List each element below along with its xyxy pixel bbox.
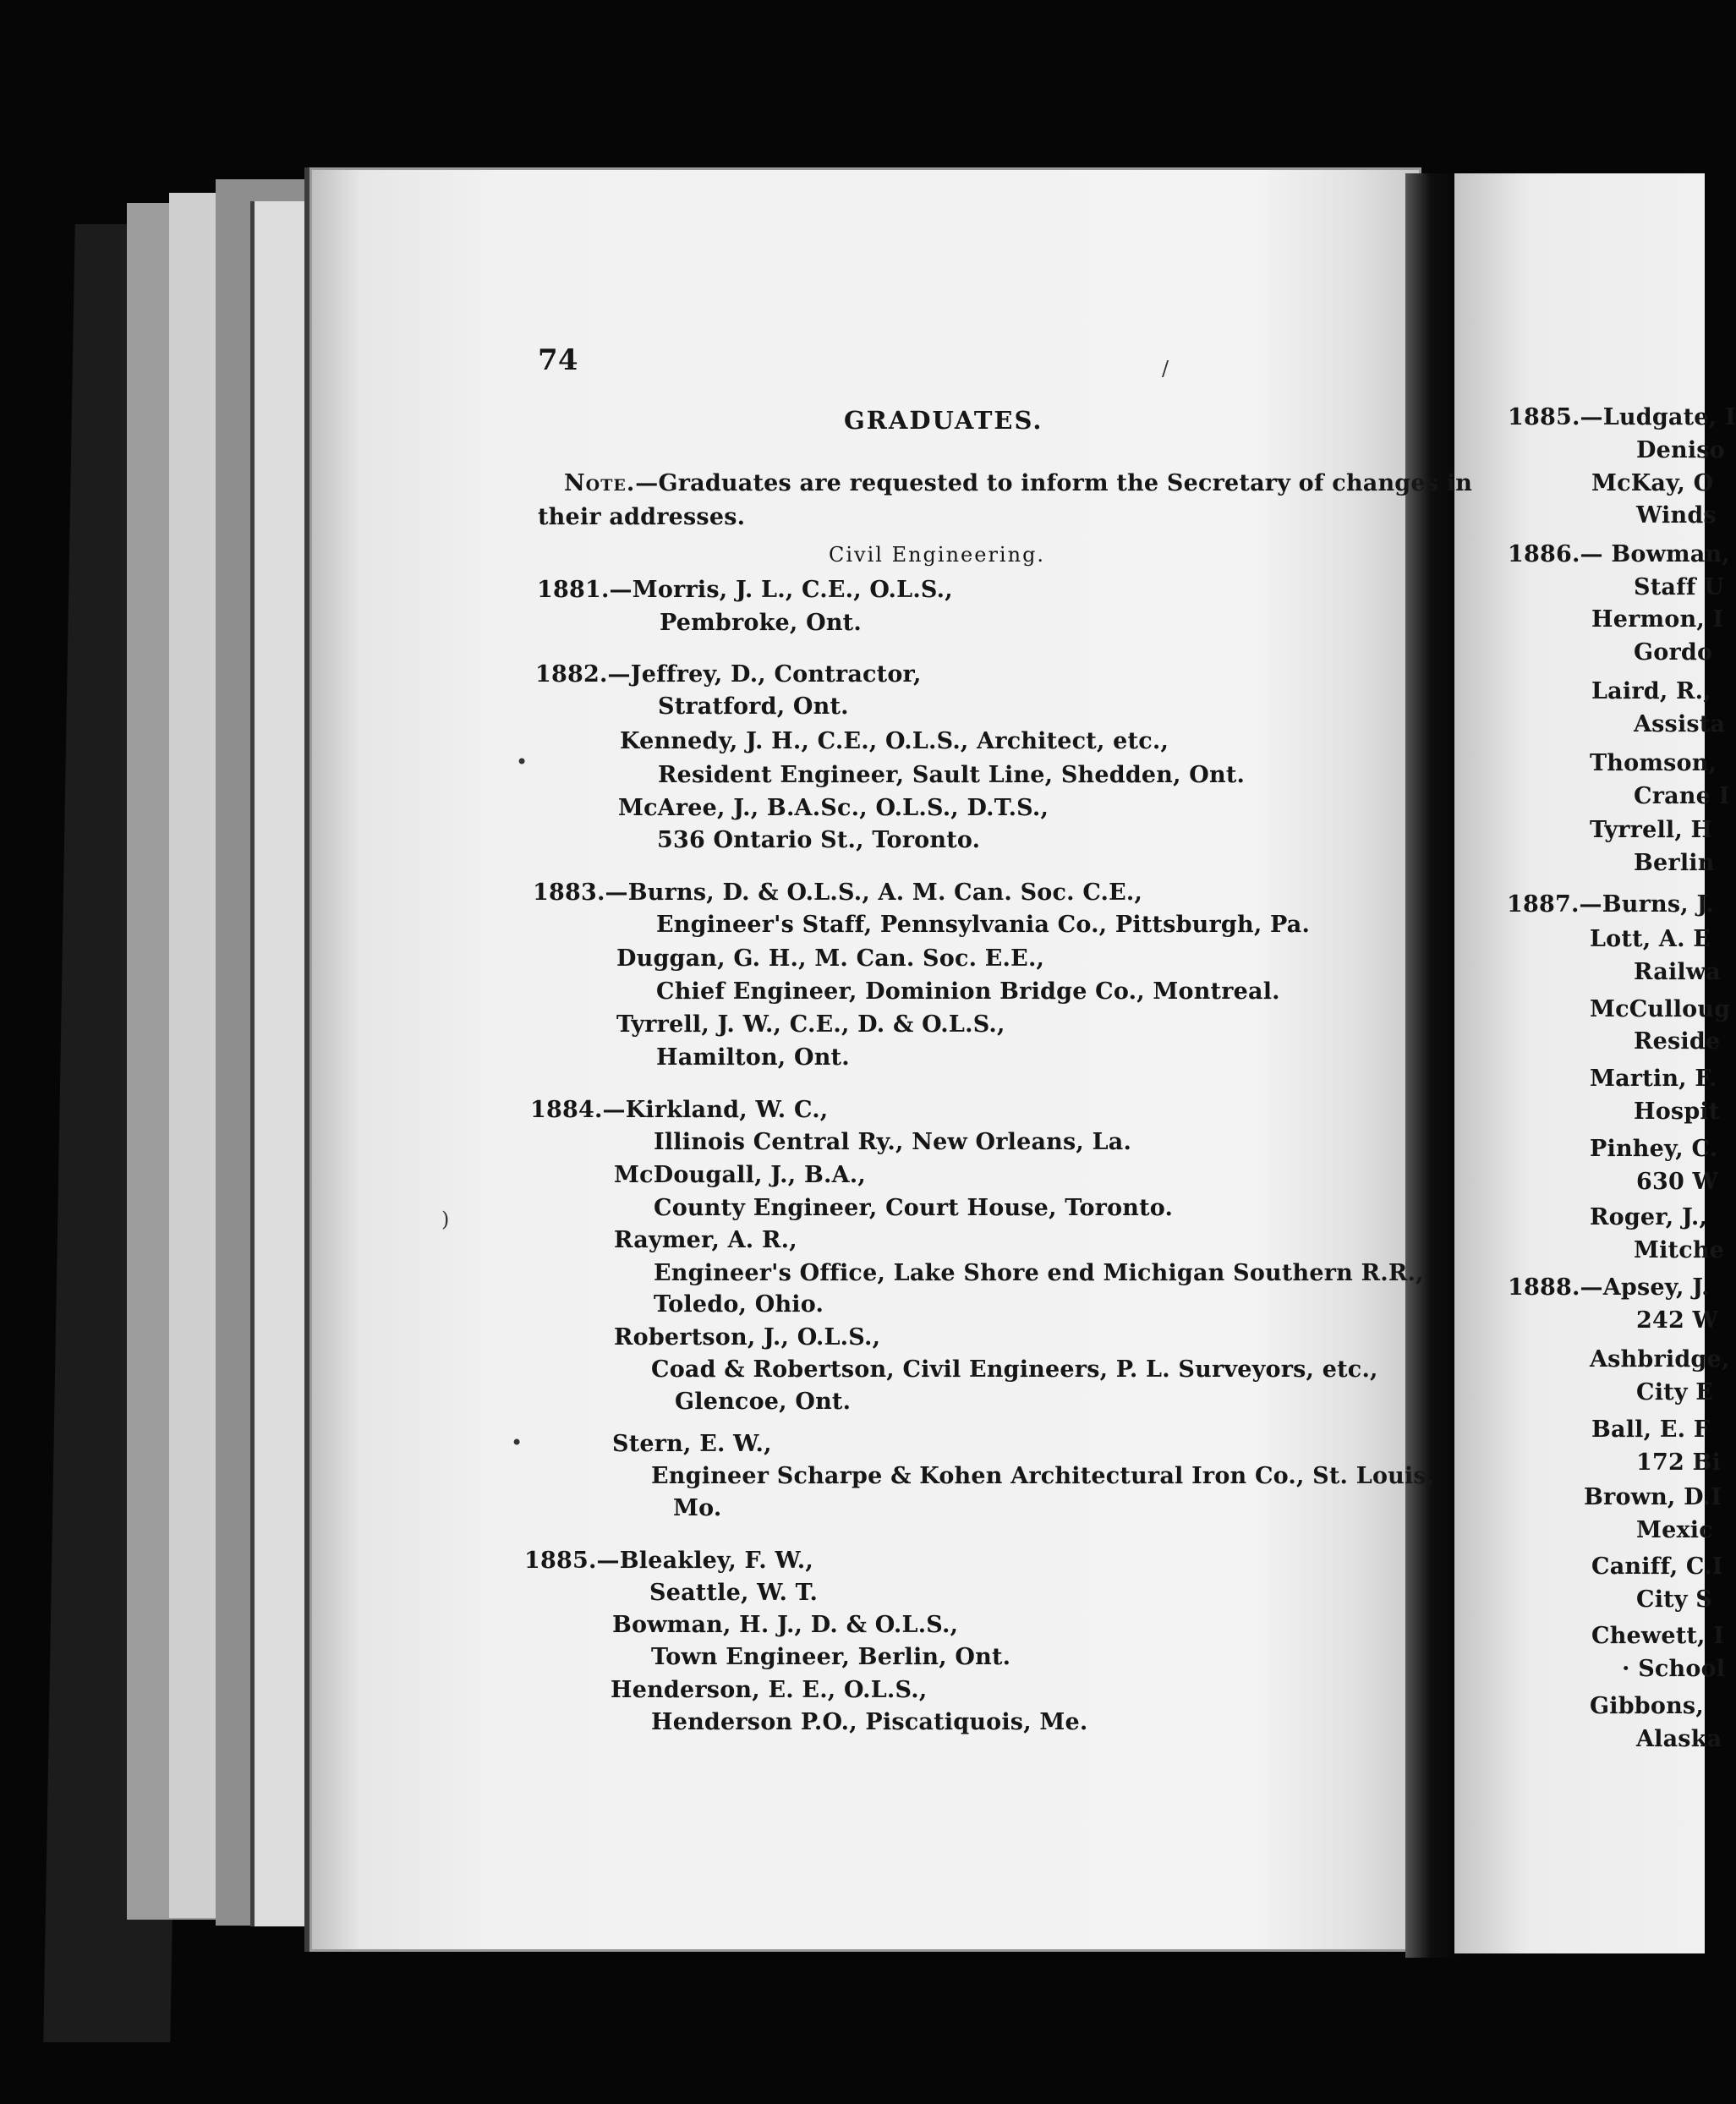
facing-line: Chewett, I xyxy=(1591,1623,1725,1649)
entry-name: Kennedy, J. H., C.E., O.L.S., Architect, etc., xyxy=(620,728,1169,754)
facing-line: Caniff, C.I xyxy=(1591,1553,1723,1580)
facing-line: Hospit xyxy=(1634,1099,1720,1125)
entry-address: Mo. xyxy=(673,1495,722,1521)
facing-line: Berlin xyxy=(1634,850,1715,876)
facing-line: Mexic xyxy=(1636,1517,1713,1543)
facing-line: Alaska xyxy=(1636,1726,1722,1752)
entry-address: Engineer Scharpe & Kohen Architectural Iron Co., St. Louis, xyxy=(651,1463,1435,1489)
entry-name: Duggan, G. H., M. Can. Soc. E.E., xyxy=(616,945,1045,972)
note-line-2: their addresses. xyxy=(538,504,746,530)
entry-address: Henderson P.O., Piscatiquois, Me. xyxy=(651,1709,1088,1735)
facing-line: Staff U xyxy=(1634,574,1725,600)
facing-line: 1886.— Bowman, xyxy=(1508,541,1730,567)
page-heading: GRADUATES. xyxy=(844,406,1043,435)
facing-line: Hermon, I xyxy=(1591,606,1724,633)
facing-line: 1888.—Apsey, J. xyxy=(1508,1274,1710,1301)
entry-address: County Engineer, Court House, Toronto. xyxy=(654,1195,1174,1221)
facing-line: Gibbons, xyxy=(1590,1693,1704,1719)
facing-line: 1885.—Ludgate, I xyxy=(1508,404,1736,430)
facing-line: 242 W xyxy=(1636,1307,1719,1334)
entry-address: Stratford, Ont. xyxy=(658,693,849,720)
facing-line: Laird, R., xyxy=(1591,678,1711,704)
facing-line: McCulloug xyxy=(1590,996,1731,1022)
facing-line: Ball, E. F xyxy=(1591,1416,1711,1443)
entry-address: Toledo, Ohio. xyxy=(654,1291,824,1318)
facing-line: Deniso xyxy=(1636,437,1725,463)
facing-line: Roger, J., xyxy=(1590,1204,1708,1230)
stray-mark: ) xyxy=(441,1208,450,1231)
facing-line: Tyrrell, H xyxy=(1590,817,1713,843)
entry-name: Robertson, J., O.L.S., xyxy=(614,1324,881,1351)
facing-line: · School xyxy=(1622,1656,1726,1682)
facing-line: 1887.—Burns, J. xyxy=(1507,891,1714,918)
facing-line: Mitche xyxy=(1634,1237,1725,1263)
entry-name: Stern, E. W., xyxy=(612,1431,772,1457)
entry-address: Hamilton, Ont. xyxy=(656,1044,850,1071)
facing-line: Martin, F. xyxy=(1590,1066,1717,1092)
entry-name: McAree, J., B.A.Sc., O.L.S., D.T.S., xyxy=(618,795,1049,821)
entry-address: Engineer's Staff, Pennsylvania Co., Pittsburgh, Pa. xyxy=(656,912,1311,938)
entry-address: 536 Ontario St., Toronto. xyxy=(657,827,981,853)
facing-line: Pinhey, C. xyxy=(1590,1136,1718,1162)
stray-mark: / xyxy=(1162,357,1169,381)
entry-address: Glencoe, Ont. xyxy=(675,1389,852,1415)
facing-line: Thomson, xyxy=(1590,750,1717,776)
entry-name: 1885.—Bleakley, F. W., xyxy=(524,1548,813,1574)
facing-line: Lott, A. E xyxy=(1590,926,1711,952)
entry-address: Seattle, W. T. xyxy=(649,1580,819,1606)
entry-name: Raymer, A. R., xyxy=(614,1227,797,1253)
facing-line: City S xyxy=(1636,1586,1713,1613)
entry-address: Illinois Central Ry., New Orleans, La. xyxy=(654,1129,1132,1155)
note-text: —Graduates are requested to inform the Secretary of changes in xyxy=(635,470,1473,496)
entry-address: Resident Engineer, Sault Line, Shedden, Ont. xyxy=(658,762,1246,788)
entry-address: Pembroke, Ont. xyxy=(660,610,862,636)
facing-line: Brown, D.I xyxy=(1584,1484,1722,1510)
facing-line: Gordo xyxy=(1634,639,1713,666)
note-label: Note. xyxy=(564,470,636,496)
entry-name: 1884.—Kirkland, W. C., xyxy=(530,1097,829,1123)
entry-address: Engineer's Office, Lake Shore end Michigan Southern R.R., xyxy=(654,1260,1424,1286)
entry-name: Bowman, H. J., D. & O.L.S., xyxy=(612,1612,959,1638)
facing-line: 630 W xyxy=(1636,1169,1719,1195)
facing-line: Assista xyxy=(1634,711,1726,737)
facing-line: 172 Bi xyxy=(1636,1449,1722,1476)
facing-line: Winds xyxy=(1636,502,1717,529)
entry-address: Town Engineer, Berlin, Ont. xyxy=(651,1644,1011,1670)
facing-line: McKay, O xyxy=(1591,470,1714,496)
facing-line: Ashbridge, xyxy=(1590,1346,1730,1373)
section-heading: Civil Engineering. xyxy=(829,543,1046,567)
stray-dot: • xyxy=(511,1431,523,1455)
note-line-1 xyxy=(564,470,1472,496)
page-number: 74 xyxy=(538,343,578,377)
facing-line: City E xyxy=(1636,1379,1714,1405)
entry-name: Henderson, E. E., O.L.S., xyxy=(611,1677,928,1703)
entry-name: 1882.—Jeffrey, D., Contractor, xyxy=(535,661,922,688)
entry-name: 1881.—Morris, J. L., C.E., O.L.S., xyxy=(537,577,953,603)
entry-address: Coad & Robertson, Civil Engineers, P. L. Surveyors, etc., xyxy=(651,1356,1378,1383)
entry-name: Tyrrell, J. W., C.E., D. & O.L.S., xyxy=(616,1011,1005,1038)
stray-dot: • xyxy=(516,750,528,774)
facing-line: Crane I xyxy=(1634,783,1730,809)
facing-line: Railwa xyxy=(1634,959,1722,985)
entry-name: 1883.—Burns, D. & O.L.S., A. M. Can. Soc. C.E., xyxy=(533,879,1143,906)
facing-line: Reside xyxy=(1634,1028,1721,1055)
entry-name: McDougall, J., B.A., xyxy=(614,1162,866,1188)
entry-address: Chief Engineer, Dominion Bridge Co., Montreal. xyxy=(656,978,1280,1005)
